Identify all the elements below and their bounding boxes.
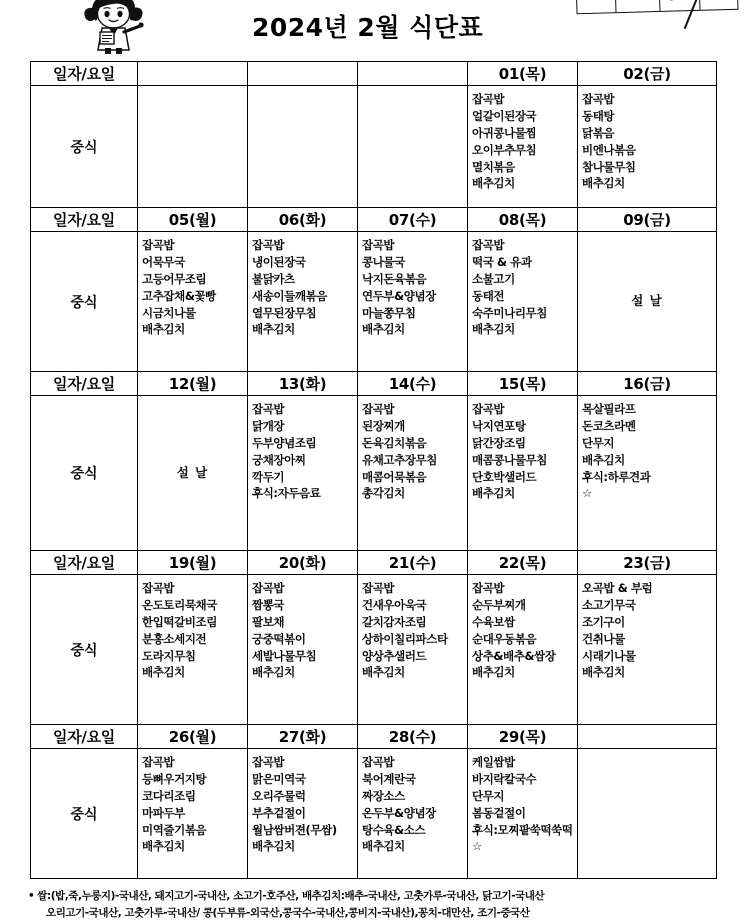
date-header-cell: 05(월): [138, 208, 248, 232]
date-header-label: 일자/요일: [31, 551, 138, 575]
date-header-cell: 16(금): [578, 372, 717, 396]
menu-dish-item: 잡곡밥: [582, 92, 615, 106]
menu-dish-item: 목살필라프: [582, 402, 636, 416]
date-header-cell-empty: [248, 62, 358, 86]
menu-cell: [138, 749, 248, 879]
origin-notes-line-1: [0, 888, 744, 905]
menu-dish-item: 매콤어묵볶음: [362, 469, 427, 484]
menu-cell: [468, 232, 578, 372]
date-header-cell: 06(화): [248, 208, 358, 232]
menu-dish-item: 두부양념조림: [252, 435, 317, 450]
menu-dish-item: 닭볶음: [582, 125, 615, 140]
menu-dish-item: 멸치볶음: [472, 159, 515, 174]
menu-dish-item: 봄동겉절이: [472, 805, 526, 820]
menu-dish-item: 마늘쫑무침: [362, 305, 416, 320]
menu-dish-item: 배추김치: [582, 452, 625, 467]
menu-dish-item: 동태전: [472, 288, 505, 303]
menu-dish-item: 팔보채: [252, 614, 285, 629]
date-header-cell: 27(화): [248, 725, 358, 749]
date-header-cell: 22(목): [468, 551, 578, 575]
menu-dish-item: 등뼈우거지탕: [142, 771, 207, 786]
menu-dish-item: 고추잡채&꽃빵: [142, 288, 216, 303]
holiday-label: 설 날: [631, 293, 663, 309]
menu-dish-item: 배추김치: [362, 665, 405, 680]
date-header-cell: 21(수): [358, 551, 468, 575]
menu-dish-item: 분홍소세지전: [142, 631, 207, 646]
menu-dish-item: 배추김치: [252, 322, 295, 337]
date-header-cell: 02(금): [578, 62, 717, 86]
menu-dish-item: 세발나물무침: [252, 648, 317, 663]
origin-notes-line-2-text: 오리고기-국내산, 고춧가루-국내산/ 콩(두부류-외국산,콩국수-국내산,콩비지-국내산),꽁치-대만산, 조기-중국산: [46, 907, 530, 919]
date-header-cell: 15(목): [468, 372, 578, 396]
menu-dish-item: 참나물무침: [582, 159, 636, 174]
menu-dish-item: 시금치나물: [142, 305, 196, 320]
menu-dish-item: 맑은미역국: [252, 771, 306, 786]
menu-dish-item: 열무된장무침: [252, 305, 317, 320]
menu-dish-item: 온도토리묵채국: [142, 597, 217, 612]
date-header-label: 일자/요일: [31, 62, 138, 86]
menu-dish-item: 상하이칠리파스타: [362, 631, 448, 646]
menu-dish-item: 건취나물: [582, 631, 625, 646]
menu-dish-item: 소고기무국: [582, 597, 636, 612]
menu-dish-item: 배추김치: [252, 665, 295, 680]
menu-dish-item: 닭간장조림: [472, 435, 526, 450]
meal-type-label: 중식: [31, 86, 138, 208]
menu-cell: [358, 749, 468, 879]
date-header-cell-empty: [358, 62, 468, 86]
holiday-cell: [578, 232, 717, 372]
menu-dish-item: 낙지돈육볶음: [362, 271, 427, 286]
menu-dish-item: 냉이된장국: [252, 254, 306, 269]
origin-notes-line-1-text: 쌀:(밥,죽,누룽지)-국내산, 돼지고기-국내산, 소고기-호주산, 배추김치:배추-국내산, 고춧가루-국내산, 닭고기-국내산: [37, 890, 545, 902]
chef-character-illustration: [78, 0, 150, 54]
menu-dish-item: 도라지무침: [142, 648, 196, 663]
menu-dish-item: 양상추샐러드: [362, 648, 427, 663]
menu-dish-item: 잡곡밥: [472, 238, 505, 252]
menu-dish-item: 미역줄기볶음: [142, 822, 207, 837]
menu-cell: [468, 749, 578, 879]
document-header: [0, 0, 744, 58]
menu-cell: [578, 396, 717, 551]
menu-dish-item: 잡곡밥: [472, 92, 505, 106]
date-header-label: 일자/요일: [31, 208, 138, 232]
menu-dish-item: 돈코츠라멘: [582, 418, 636, 433]
menu-dish-item: 시래기나물: [582, 648, 636, 663]
menu-dish-item: 배추김치: [252, 839, 295, 854]
date-header-row: [31, 725, 717, 749]
menu-dish-item: 새송이들깨볶음: [252, 288, 327, 303]
date-header-label: 일자/요일: [31, 372, 138, 396]
menu-dish-item: 배추김치: [142, 839, 185, 854]
menu-dish-item: 갈치감자조림: [362, 614, 427, 629]
menu-dish-item: 북어계란국: [362, 771, 416, 786]
date-header-cell: 09(금): [578, 208, 717, 232]
menu-dish-item: 수육보쌈: [472, 614, 515, 629]
menu-dish-item: 코다리조림: [142, 788, 196, 803]
menu-dish-item: 배추김치: [472, 176, 515, 191]
menu-dish-item: 불닭카츠: [252, 271, 295, 286]
menu-dish-item: 잡곡밥: [252, 238, 285, 252]
menu-cell: [578, 575, 717, 725]
menu-dish-item: 고등어무조림: [142, 271, 207, 286]
menu-cell-empty: [578, 749, 717, 879]
menu-dish-item: 단무지: [472, 788, 505, 803]
menu-cell-empty: [358, 86, 468, 208]
menu-cell: [248, 396, 358, 551]
menu-dish-item: 배추김치: [362, 839, 405, 854]
menu-dish-item: 건새우아욱국: [362, 597, 427, 612]
menu-dish-item: 오리주물럭: [252, 788, 306, 803]
menu-cell: [358, 396, 468, 551]
date-header-cell: 26(월): [138, 725, 248, 749]
menu-dish-item: 깍두기: [252, 469, 285, 484]
date-header-cell: 20(화): [248, 551, 358, 575]
menu-dish-item: 케일쌈밥: [472, 755, 515, 769]
holiday-label: 설 날: [176, 464, 209, 480]
date-header-row: [31, 372, 717, 396]
menu-dish-item: 후식:하루견과: [582, 469, 651, 484]
bullet-icon: •: [28, 890, 35, 902]
menu-cell: [358, 232, 468, 372]
menu-cell: [248, 575, 358, 725]
date-header-cell: 07(수): [358, 208, 468, 232]
menu-dish-item: 잡곡밥: [362, 581, 395, 595]
menu-dish-item: 잡곡밥: [142, 581, 175, 595]
menu-dish-item: 매콤콩나물무침: [472, 452, 547, 467]
meal-type-label: 중식: [31, 575, 138, 725]
menu-dish-item: 잡곡밥: [252, 581, 285, 595]
date-header-cell-empty: [578, 725, 717, 749]
date-header-label: 일자/요일: [31, 725, 138, 749]
date-header-cell: 19(월): [138, 551, 248, 575]
date-header-cell: 01(목): [468, 62, 578, 86]
menu-cell: [468, 575, 578, 725]
menu-dish-item: 잡곡밥: [362, 238, 395, 252]
date-header-cell: 08(목): [468, 208, 578, 232]
menu-dish-item: 잡곡밥: [362, 402, 395, 416]
menu-dish-item: 궁중떡볶이: [252, 631, 306, 646]
menu-dish-item: 오이부추무침: [472, 142, 537, 157]
menu-dish-item: 떡국 & 유과: [472, 254, 532, 269]
meal-type-label: 중식: [31, 232, 138, 372]
menu-row: [31, 86, 717, 208]
menu-dish-item: 잡곡밥: [252, 402, 285, 416]
menu-dish-item: 콩나물국: [362, 254, 405, 269]
menu-cell: [468, 396, 578, 551]
menu-dish-item: 잡곡밥: [142, 755, 175, 769]
menu-dish-item: 후식:모찌팥쑥떡쑥떡: [472, 822, 573, 837]
menu-dish-item: 배추김치: [142, 322, 185, 337]
menu-dish-item: 짜장소스: [362, 788, 405, 803]
menu-dish-item: 잡곡밥: [142, 238, 175, 252]
date-header-row: [31, 62, 717, 86]
menu-dish-item: 돈육김치볶음: [362, 435, 427, 450]
menu-dish-item: 동태탕: [582, 108, 615, 123]
meal-type-label: 중식: [31, 396, 138, 551]
holiday-cell: [138, 396, 248, 551]
menu-dish-item: 월남쌈버젼(무쌈): [252, 822, 337, 837]
date-header-cell: 13(화): [248, 372, 358, 396]
meal-type-label: 중식: [31, 749, 138, 879]
menu-dish-item: 조기구이: [582, 614, 625, 629]
date-header-cell-empty: [138, 62, 248, 86]
menu-dish-item: 짬뽕국: [252, 597, 285, 612]
menu-row: [31, 575, 717, 725]
menu-dish-item: 배추김치: [142, 665, 185, 680]
menu-dish-item: 낙지연포탕: [472, 418, 526, 433]
menu-dish-item: 배추김치: [582, 176, 625, 191]
menu-dish-item: 잡곡밥: [472, 402, 505, 416]
menu-dish-item: 순두부찌개: [472, 597, 526, 612]
menu-dish-item: 바지락칼국수: [472, 771, 537, 786]
menu-dish-item: ☆: [582, 486, 592, 501]
origin-notes: [0, 888, 744, 922]
menu-dish-item: 아귀콩나물찜: [472, 125, 537, 140]
menu-cell-empty: [138, 86, 248, 208]
menu-dish-item: 잡곡밥: [252, 755, 285, 769]
date-header-row: [31, 208, 717, 232]
menu-cell: [578, 86, 717, 208]
menu-row: [31, 749, 717, 879]
date-header-row: [31, 551, 717, 575]
menu-cell-empty: [248, 86, 358, 208]
menu-dish-item: 오곡밥 & 부럼: [582, 581, 653, 595]
date-header-cell: 12(월): [138, 372, 248, 396]
menu-dish-item: 배추김치: [362, 322, 405, 337]
menu-dish-item: 순대우동볶음: [472, 631, 537, 646]
date-header-cell: 14(수): [358, 372, 468, 396]
menu-dish-item: 후식:자두음료: [252, 486, 321, 501]
menu-dish-item: 한입떡갈비조림: [142, 614, 217, 629]
menu-dish-item: ☆: [472, 839, 482, 854]
menu-dish-item: 궁채장아찌: [252, 452, 306, 467]
menu-dish-item: 배추김치: [472, 322, 515, 337]
menu-dish-item: 된장찌개: [362, 418, 405, 433]
menu-dish-item: 얼갈이된장국: [472, 108, 537, 123]
menu-cell: [248, 232, 358, 372]
menu-dish-item: 단무지: [582, 435, 615, 450]
menu-cell: [468, 86, 578, 208]
menu-dish-item: 연두부&양념장: [362, 288, 436, 303]
menu-dish-item: 배추김치: [582, 665, 625, 680]
menu-dish-item: 배추김치: [472, 665, 515, 680]
date-header-cell: 28(수): [358, 725, 468, 749]
menu-dish-item: 탕수육&소스: [362, 822, 426, 837]
page-title: 2024년 2월 식단표: [252, 13, 484, 42]
menu-dish-item: 비엔나볶음: [582, 142, 636, 157]
menu-dish-item: 잡곡밥: [362, 755, 395, 769]
menu-dish-item: 부추겉절이: [252, 805, 306, 820]
menu-dish-item: 잡곡밥: [472, 581, 505, 595]
menu-dish-item: 마파두부: [142, 805, 185, 820]
menu-dish-item: 총각김치: [362, 486, 405, 501]
menu-cell: [248, 749, 358, 879]
menu-dish-item: 상추&배추&쌈장: [472, 648, 556, 663]
menu-dish-item: 닭개장: [252, 418, 285, 433]
menu-dish-item: 숙주미나리무침: [472, 305, 547, 320]
date-header-cell: 29(목): [468, 725, 578, 749]
menu-cell: [138, 575, 248, 725]
menu-dish-item: 어묵무국: [142, 254, 185, 269]
menu-dish-item: 배추김치: [472, 486, 515, 501]
menu-row: [31, 396, 717, 551]
menu-dish-item: 온두부&양념장: [362, 805, 436, 820]
monthly-menu-table: [30, 61, 717, 879]
date-header-cell: 23(금): [578, 551, 717, 575]
menu-cell: [138, 232, 248, 372]
menu-dish-item: 소불고기: [472, 271, 515, 286]
menu-dish-item: 단호박샐러드: [472, 469, 537, 484]
menu-row: [31, 232, 717, 372]
menu-cell: [358, 575, 468, 725]
menu-dish-item: 유채고추장무침: [362, 452, 437, 467]
